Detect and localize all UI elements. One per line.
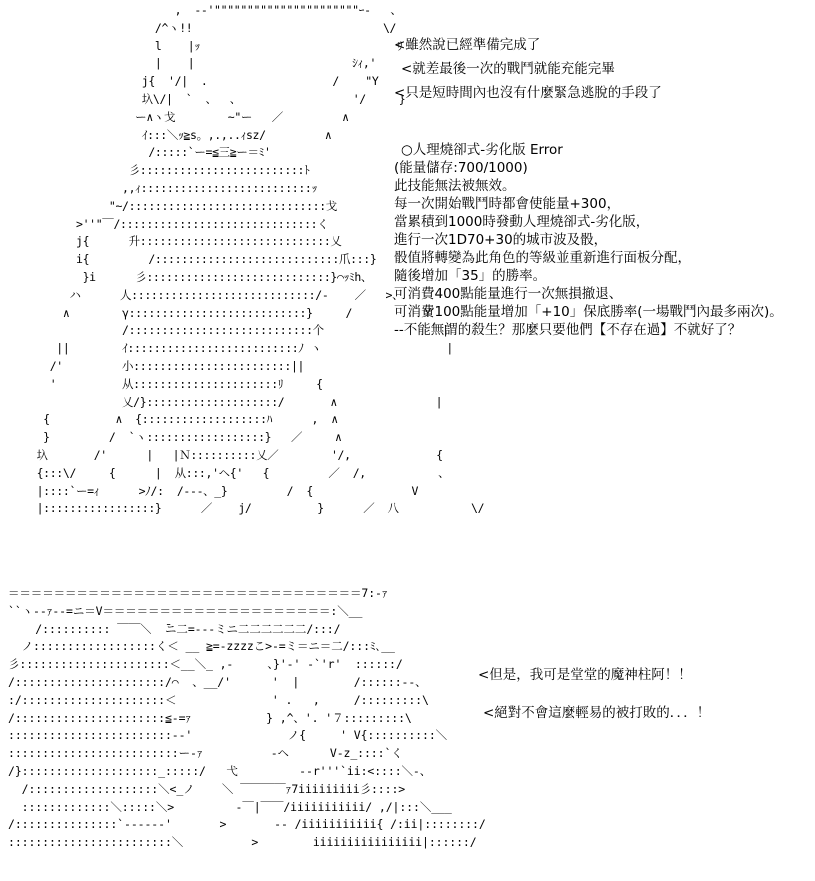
skill-line: (能量儲存:700/1000) — [394, 160, 528, 176]
skill-line: 骰值將轉變為此角色的等級並重新進行面板分配， — [394, 250, 691, 266]
dialogue-line: <絕對不會這麼輕易的被打敗的．．．！ — [483, 705, 711, 721]
dialogue-top — [394, 33, 662, 105]
dialogue-line: <但是，我可是堂堂的魔神柱阿！！ — [478, 667, 692, 683]
dialogue-line: <雖然說已經準備完成了 — [394, 37, 541, 53]
dialogue-bottom — [478, 663, 710, 739]
ascii-art-figure-top: , -‐'""""""""""""""""""""""ｰ- 、 /^ヽ!! \/ l |ｯ ﾘ | | ｼｨ,' j{ '/| . / "Y 圦\/| ` 、 、 '/ } ー∧ヽ戈 ~"ー ／ ∧ ｲ:::＼ｯ≧s。,.,..ｨsz/ ∧ /:::::`ー=≦三≧ー＝ﾐ' 彡:::::::::::::::::::::::::ﾄ ,,ｨ::::::::::::::::::::::::::ｯ "~/::::::::::::::::::::::::::::::戈 >''"￣/::::::::::::::::::::::::::::::く j{ 升:::::::::::::::::::::::::::::乂 i{ /::::::::::::::::::::::::::::爪:::} }i 彡::::::::::::::::::::::::::::}⌒ｯﾐh、 ハ 人::::::::::::::::::::::::::::/- ／ >、 ∧ γ:::::::::::::::::::::::::::} / Y /::::::::::::::::::::::::::::个 | || ｲ::::::::::::::::::::::::::ﾉ ヽ | /' 小::::::::::::::::::::::::|| ' 从::::::::::::::::::::::ﾘ { 乂/}::::::::::::::::::::/ ∧ | { ∧ {:::::::::::::::::::ﾊ , ∧ } / `ヽ::::::::::::::::::} ／ ∧ 圦 /' | |Ｎ::::::::::乂／ '/, { {:::\/ { | 从:::,'ヘ{' { ／ /, 、 |::::`ー=ｨ >ﾉ/: /‐‐-、_} / { V |:::::::::::::::::} ／ j/ } ／ 八 \/ — [36, 3, 485, 516]
skill-line: 當累積到1000時發動人理燒卻式-劣化版， — [394, 214, 650, 230]
ascii-art-figure-bottom: ＝＝＝＝＝＝＝＝＝＝＝＝＝＝＝＝＝＝＝＝＝＝＝＝＝＝＝＝＝＝＝7:-ｧ ``ヽ--ｧ-‐=ニ＝V＝＝＝＝＝＝＝＝＝＝＝＝＝＝＝＝＝＝＝＝:＼__ /:::::::::: ￣￣＼ ̄ニ二=‐--ミニ二二二二二二/:::/ ノ::::::::::::::::::く＜ __ ≧=-zzzzこ>-=ミ＝ニ＝二/:::ﾐ､__ 彡::::::::::::::::::::::＜__＼_ ,- 、}'-' -`'r' ::::::/ /::::::::::::::::::::::/⌒ 、__/' ' | /::::::‐-、 :/:::::::::::::::::::::＜ ' . , /:::::::::\ /::::::::::::::::::::::≦‐=ｧ } ,^、'. '７:::::::::\ ::::::::::::::::::::::::‐-' ノ{ ' V{::::::::::＼ :::::::::::::::::::::::::ー-ｧ -ヘ V-z_::::`く /}::::::::::::::::::::_:::::/ 弋 ‐-r'''`ii:<::::＼‐、 /:::::::::::::::::::＼<_ノ ＼ ￣￣￣￣ｧ7iiiiiiiii彡::::> :::::::::::::＼:::::＼> ‐￣|￣￣/iiiiiiiiiii/ ,/|:::＼___ /:::::::::::::::`‐-----' > ‐‐ /iiiiiiiiiii{ /:ii|::::::::/ ::::::::::::::::::::::::＼ > iiiiiiiiiiiiiiii|::::::/ — [8, 586, 486, 850]
skill-line: 可消費400點能量進行一次無損撤退、 — [394, 286, 623, 302]
skill-line: 每一次開始戰鬥時都會使能量+300， — [394, 196, 621, 212]
skill-line: 進行一次1D70+30的城市波及骰， — [394, 232, 608, 248]
dialogue-line: <就差最後一次的戰鬥就能充能完畢 — [401, 61, 615, 77]
skill-line: 此技能無法被無效。 — [394, 178, 516, 194]
skill-line: --不能無謂的殺生？那麼只要他們【不存在過】不就好了？ — [394, 322, 742, 338]
skill-name: ○人理燒卻式-劣化版 Error — [401, 142, 563, 158]
skill-line: 可消費100點能量增加「+10」保底勝率(一場戰鬥內最多兩次)。 — [394, 304, 783, 320]
skill-description — [394, 141, 783, 339]
skill-line: 隨後增加「35」的勝率。 — [394, 268, 547, 284]
dialogue-line: <只是短時間內也沒有什麼緊急逃脫的手段了 — [394, 85, 662, 101]
